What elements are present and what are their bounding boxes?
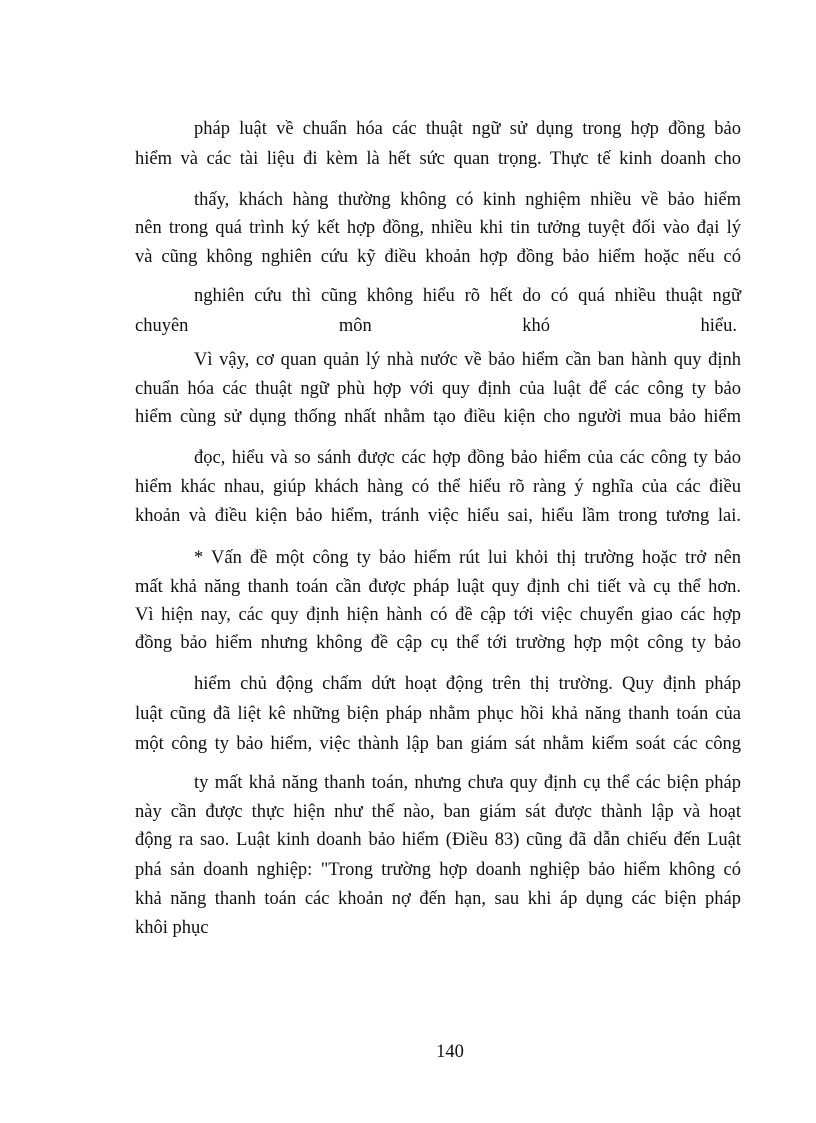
spread-word: môn: [338, 316, 372, 336]
text-line: khả năng thanh toán các khoản nợ đến hạn, sau khi áp dụng các biện pháp: [135, 889, 741, 909]
spread-word: chuyên: [135, 316, 189, 336]
text-line: đồng bảo hiểm nhưng không đề cập cụ thể tới trường hợp một công ty bảo: [135, 633, 741, 653]
text-line: một công ty bảo hiểm, việc thành lập ban giám sát nhằm kiểm soát các công: [135, 734, 741, 754]
text-line: đọc, hiểu và so sánh được các hợp đồng bảo hiểm của các công ty bảo: [194, 448, 741, 468]
text-line: * Vấn đề một công ty bảo hiểm rút lui khỏi thị trường hoặc trở nên: [194, 548, 741, 568]
page-number: 140: [436, 1042, 464, 1062]
text-line: hiểm khác nhau, giúp khách hàng có thể hiểu rõ ràng ý nghĩa của các điều: [135, 477, 741, 497]
text-line: này cần được thực hiện như thế nào, ban giám sát được thành lập và hoạt: [135, 802, 741, 822]
text-line: hiểm chủ động chấm dứt hoạt động trên thị trường. Quy định pháp: [194, 674, 741, 694]
text-line: động ra sao. Luật kinh doanh bảo hiểm (Điều 83) cũng đã dẫn chiếu đến Luật: [135, 830, 741, 850]
text-line: khoản và điều kiện bảo hiểm, tránh việc hiểu sai, hiểu lầm trong tương lai.: [135, 506, 741, 526]
text-line: nên trong quá trình ký kết hợp đồng, nhiều khi tin tưởng tuyệt đối vào đại lý: [135, 218, 741, 238]
text-line: Vì hiện nay, các quy định hiện hành có đề cập tới việc chuyển giao các hợp: [135, 605, 741, 625]
text-line: ty mất khả năng thanh toán, nhưng chưa quy định cụ thể các biện pháp: [194, 773, 741, 793]
text-line: Vì vậy, cơ quan quản lý nhà nước về bảo hiểm cần ban hành quy định: [194, 350, 741, 370]
text-line: mất khả năng thanh toán cần được pháp luật quy định chi tiết và cụ thể hơn.: [135, 577, 741, 597]
spread-word: hiểu.: [700, 316, 737, 336]
text-line: phá sản doanh nghiệp: "Trong trường hợp doanh nghiệp bảo hiểm không có: [135, 860, 741, 880]
spread-line: [135, 313, 737, 339]
text-line: nghiên cứu thì cũng không hiểu rõ hết do có quá nhiều thuật ngữ: [194, 286, 741, 306]
text-line: và cũng không nghiên cứu kỹ điều khoản hợp đồng bảo hiểm hoặc nếu có: [135, 247, 741, 267]
text-line: hiểm cùng sử dụng thống nhất nhằm tạo điều kiện cho người mua bảo hiểm: [135, 407, 741, 427]
spread-word: khó: [522, 316, 551, 336]
text-line: luật cũng đã liệt kê những biện pháp nhằm phục hồi khả năng thanh toán của: [135, 704, 741, 724]
text-line: khôi phục: [135, 918, 209, 938]
text-line: pháp luật về chuẩn hóa các thuật ngữ sử dụng trong hợp đồng bảo: [194, 119, 741, 139]
text-line: thấy, khách hàng thường không có kinh nghiệm nhiều về bảo hiểm: [194, 190, 741, 210]
text-line: hiểm và các tài liệu đi kèm là hết sức quan trọng. Thực tế kinh doanh cho: [135, 149, 741, 169]
text-line: chuẩn hóa các thuật ngữ phù hợp với quy định của luật để các công ty bảo: [135, 379, 741, 399]
